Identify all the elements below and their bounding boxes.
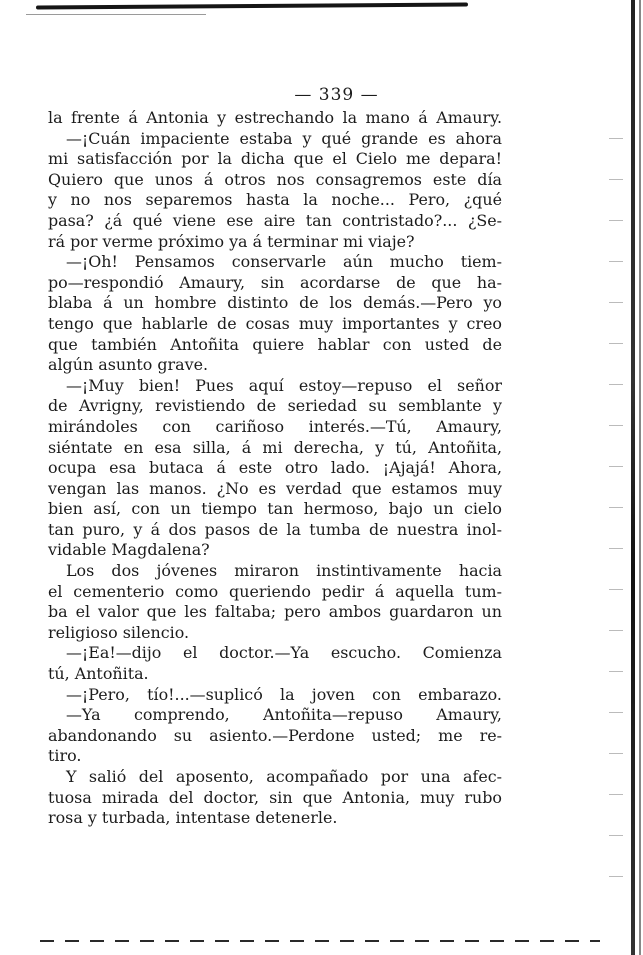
text-line: —¡Cuán impaciente estaba y qué grande es ahora (66, 128, 502, 148)
text-line: mirándoles con cariñoso interés.—Tú, Amaury, (48, 416, 502, 436)
text-line: siéntate en esa silla, á mi derecha, y tú, Antoñita, (48, 437, 502, 457)
text-line: ocupa esa butaca á este otro lado. ¡Ajajá! Ahora, (48, 458, 502, 478)
page-binding-edge (631, 0, 635, 955)
text-line: —¡Muy bien! Pues aquí estoy—repuso el señor (66, 375, 502, 395)
text-line: —¡Pero, tío!...—suplicó la joven con embarazo. (66, 684, 502, 704)
text-line: blaba á un hombre distinto de los demás.—Pero yo (48, 293, 502, 313)
text-line: Y salió del aposento, acompañado por una afec- (66, 767, 502, 786)
text-line: la frente á Antonia y estrechando la mano á Amaury. (48, 108, 502, 127)
text-line: rosa y turbada, intentase detenerle. (48, 808, 338, 828)
page-binding-edge-outer (639, 0, 641, 955)
top-rule (36, 2, 468, 9)
text-line: —Ya comprendo, Antoñita—repuso Amaury, (66, 705, 502, 725)
text-line: abandonando su asiento.—Perdone usted; me re- (48, 725, 502, 745)
text-line: algún asunto grave. (48, 355, 209, 375)
top-rule-thin (26, 14, 206, 15)
binding-marks (609, 120, 623, 880)
text-line: —¡Ea!—dijo el doctor.—Ya escucho. Comienza (66, 643, 502, 663)
text-line: tan puro, y á dos pasos de la tumba de nuestra inol- (48, 519, 502, 539)
text-line: vidable Magdalena? (48, 540, 210, 560)
text-line: vengan las manos. ¿No es verdad que estamos muy (48, 478, 502, 498)
text-line: de Avrigny, revistiendo de seriedad su semblante y (48, 396, 502, 416)
text-line: bien así, con un tiempo tan hermoso, bajo un cielo (48, 499, 502, 519)
bottom-dashed-rule (40, 940, 600, 942)
text-line: rá por verme próximo ya á terminar mi viaje? (48, 231, 415, 251)
text-line: po—respondió Amaury, sin acordarse de que ha- (48, 272, 502, 292)
text-line: tú, Antoñita. (48, 664, 149, 684)
text-line: —¡Oh! Pensamos conservarle aún mucho tiem- (66, 252, 502, 272)
text-line: el cementerio como queriendo pedir á aquella tum- (48, 581, 502, 601)
text-line: pasa? ¿á qué viene ese aire tan contristado?... ¿Se- (48, 210, 502, 230)
text-line: Quiero que unos á otros nos consagremos este día (48, 169, 502, 189)
text-line: ba el valor que les faltaba; pero ambos guardaron un (48, 602, 502, 622)
text-line: religioso silencio. (48, 622, 190, 642)
text-line: Los dos jóvenes miraron instintivamente hacia (66, 561, 502, 581)
page-number: — 339 — (294, 85, 379, 105)
text-line: y no nos separemos hasta la noche... Pero, ¿qué (48, 190, 502, 210)
text-line: tuosa mirada del doctor, sin que Antonia, muy rubo (48, 787, 502, 807)
text-line: mi satisfacción por la dicha que el Cielo me depara! (48, 149, 502, 169)
text-line: que también Antoñita quiere hablar con usted de (48, 334, 502, 354)
text-line: tengo que hablarle de cosas muy importantes y creo (48, 313, 502, 333)
text-line: tiro. (48, 746, 82, 766)
body-text (48, 108, 502, 829)
